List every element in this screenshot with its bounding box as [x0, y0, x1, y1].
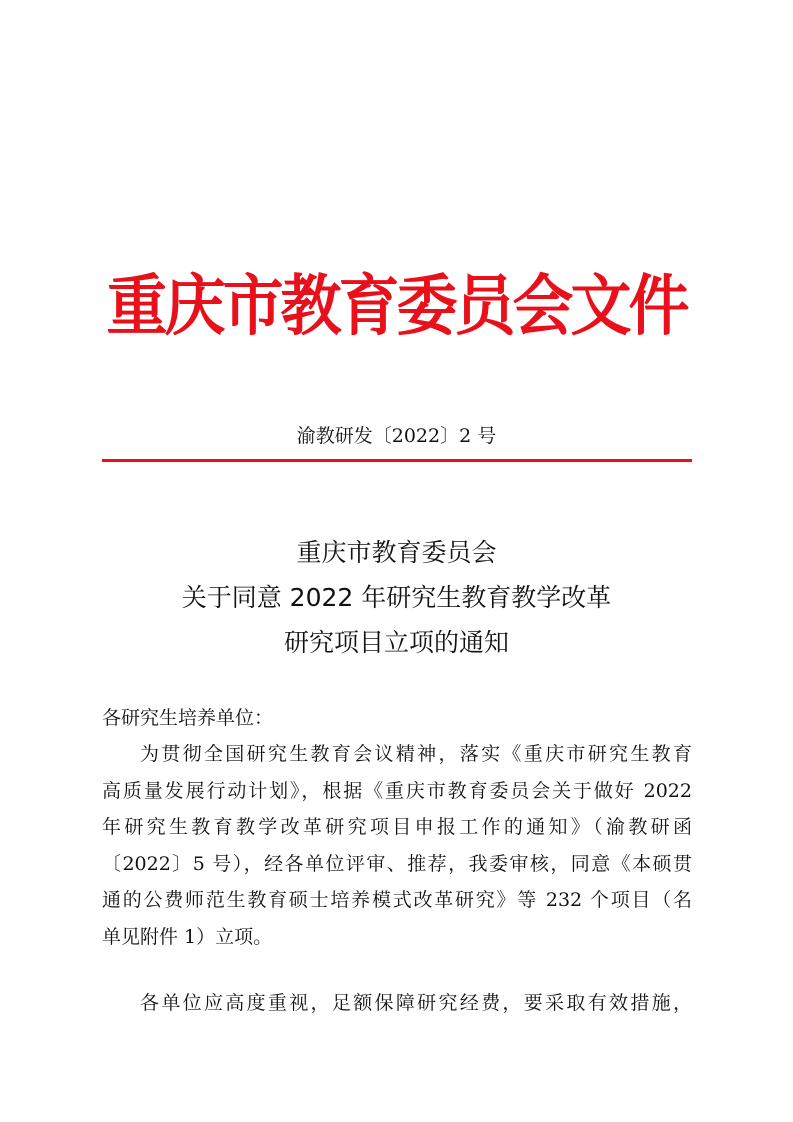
document-masthead: 重庆市教育委员会文件: [106, 268, 687, 345]
document-title: [0, 530, 793, 665]
paragraph-1-line-5: 通的公费师范生教育硕士培养模式改革研究》等 232 个项目（名: [102, 889, 692, 911]
document-number: 渝教研发〔2022〕2 号: [296, 425, 497, 447]
paragraph-1-line-6: 单见附件 1）立项。: [102, 925, 273, 948]
salutation: 各研究生培养单位：: [102, 707, 274, 729]
paragraph-1-line-3: 年研究生教育教学改革研究项目申报工作的通知》（渝教研函: [102, 816, 692, 838]
title-line-3: 研究项目立项的通知: [283, 628, 509, 657]
paragraph-1-line-2: 高质量发展行动计划》，根据《重庆市教育委员会关于做好 2022: [102, 779, 692, 802]
paragraph-1-line-1: 为贯彻全国研究生教育会议精神，落实《重庆市研究生教育: [140, 743, 692, 765]
paragraph-1-line-4: 〔2022〕5 号），经各单位评审、推荐，我委审核，同意《本硕贯: [102, 852, 692, 875]
paragraph-1: [102, 736, 692, 955]
title-line-2: 关于同意 2022 年研究生教育教学改革: [181, 583, 612, 612]
red-divider-line: [102, 459, 692, 462]
paragraph-2-line-1: 各单位应高度重视，足额保障研究经费，要采取有效措施，: [140, 992, 692, 1014]
title-line-1: 重庆市教育委员会: [296, 538, 497, 567]
